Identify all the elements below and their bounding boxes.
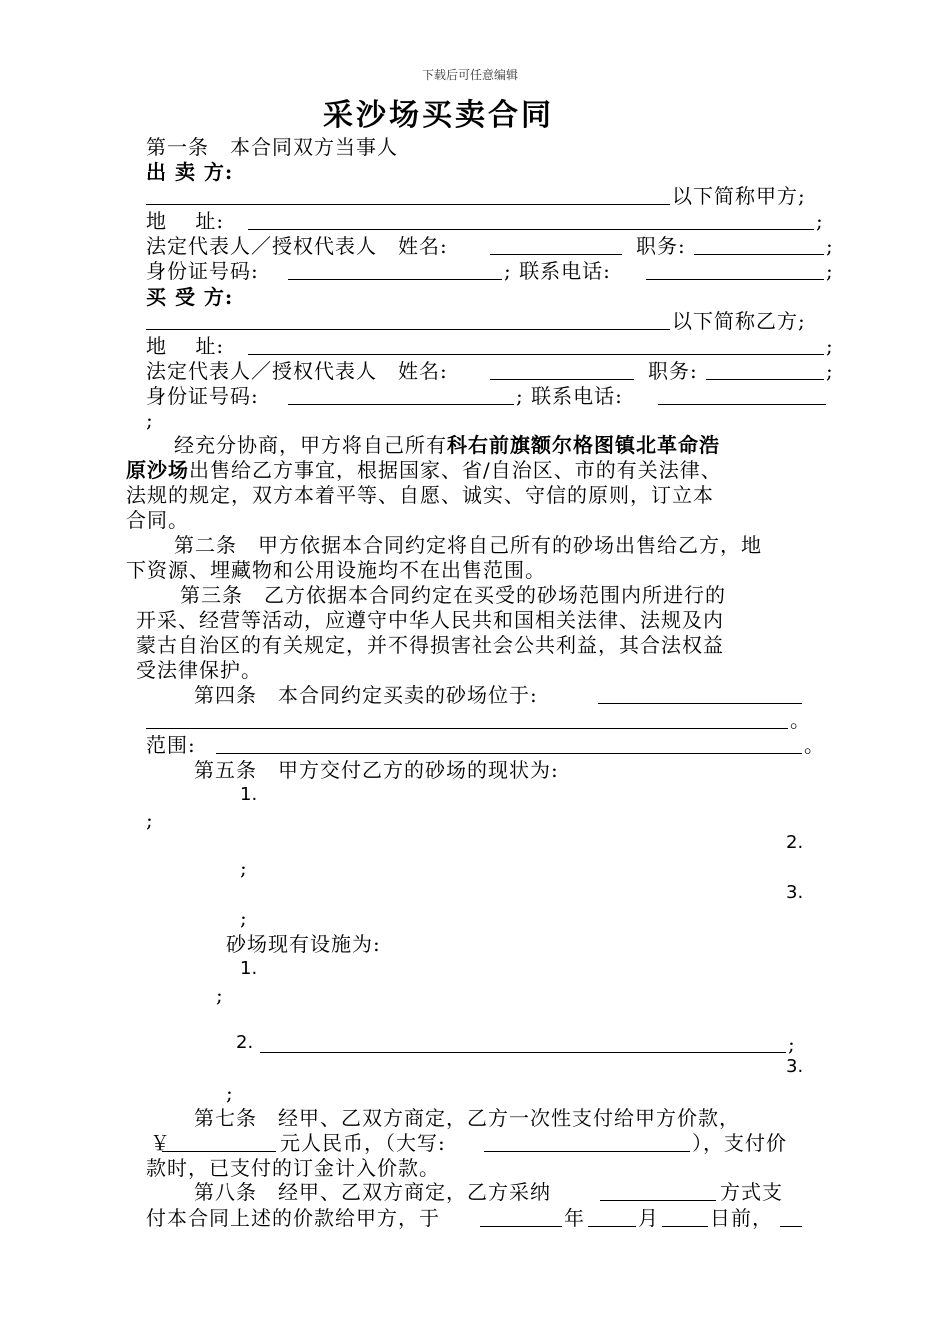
header-note: 下载后可任意编辑 (422, 68, 519, 82)
art2-line-2: 下资源、埋藏物和公用设施均不在出售范围。 (126, 558, 546, 582)
intro-line-2 (126, 458, 722, 482)
seller-alias: 以下简称甲方; (672, 184, 806, 208)
scope-label: 范围: (146, 733, 196, 757)
intro-line-3: 法规的规定，双方本着平等、自愿、诚实、守信的原则，订立本 (126, 483, 714, 507)
art8-line-1: 第八条 经甲、乙双方商定，乙方采纳 (194, 1180, 551, 1204)
seller-name-blank[interactable] (146, 204, 670, 205)
status-item-2-end: ; (240, 856, 248, 880)
sandfield-name-end: 原沙场 (126, 458, 189, 482)
facility-item-1: 1. (240, 958, 258, 979)
buyer-rep-name-blank[interactable] (490, 379, 634, 380)
seller-phone-label: ; 联系电话: (504, 259, 611, 283)
day-blank[interactable] (662, 1226, 708, 1227)
price-blank[interactable] (162, 1151, 276, 1152)
seller-address-blank[interactable] (248, 229, 814, 230)
art3-line-3: 蒙古自治区的有关规定，并不得损害社会公共利益，其合法权益 (136, 633, 724, 657)
seller-address-end: ; (816, 209, 824, 233)
location-blank-1[interactable] (598, 703, 802, 704)
year-blank[interactable] (480, 1226, 562, 1227)
year-label: 年 (564, 1206, 585, 1230)
seller-position-blank[interactable] (694, 254, 824, 255)
buyer-name-blank[interactable] (146, 329, 670, 330)
day-label: 日前， (710, 1206, 773, 1230)
currency-symbol: ￥ (150, 1131, 171, 1155)
status-item-1: 1. (240, 784, 258, 805)
seller-position-label: 职务: (636, 234, 686, 258)
facility-item-3: 3. (786, 1056, 804, 1077)
buyer-id-label: 身份证号码: (146, 384, 259, 408)
seller-id-blank[interactable] (288, 279, 502, 280)
art5-heading: 第五条 甲方交付乙方的砂场的现状为: (194, 758, 559, 782)
trailing-blank[interactable] (780, 1226, 802, 1227)
buyer-rep-end: ; (826, 359, 834, 383)
facility-item-3-end: ; (226, 1081, 234, 1105)
status-item-3-end: ; (240, 906, 248, 930)
intro-line-4: 合同。 (126, 508, 189, 532)
status-item-1-end: ; (146, 808, 154, 832)
buyer-position-label: 职务: (648, 359, 698, 383)
seller-address-label: 地 址: (146, 209, 225, 233)
scope-blank[interactable] (216, 753, 802, 754)
art1-heading: 第一条 本合同双方当事人 (146, 135, 398, 159)
location-blank-2[interactable] (146, 728, 788, 729)
art8-line-2: 付本合同上述的价款给甲方，于 (146, 1206, 440, 1230)
facility-item-1-end: ; (216, 983, 224, 1007)
art7-line-3: 款时，已支付的订金计入价款。 (146, 1156, 440, 1180)
seller-phone-blank[interactable] (646, 279, 824, 280)
sandfield-name: 科右前旗额尔格图镇北革命浩 (447, 433, 720, 457)
price-unit: 元人民币，（大写: (280, 1131, 446, 1155)
facility-item-2-blank[interactable] (260, 1052, 786, 1053)
buyer-phone-label: ; 联系电话: (516, 384, 623, 408)
art7-line-1: 第七条 经甲、乙双方商定，乙方一次性支付给甲方价款， (194, 1106, 740, 1130)
intro-text: 出售给乙方事宜，根据国家、省/自治区、市的有关法律、 (189, 458, 722, 482)
buyer-position-blank[interactable] (706, 379, 824, 380)
payment-method-blank[interactable] (600, 1200, 716, 1201)
buyer-id-blank[interactable] (288, 404, 514, 405)
facility-item-2: 2. (236, 1032, 254, 1053)
intro-line-1 (174, 433, 720, 457)
status-item-3: 3. (786, 882, 804, 903)
seller-id-label: 身份证号码: (146, 259, 259, 283)
scope-end: 。 (804, 733, 825, 757)
seller-label: 出 卖 方: (146, 160, 234, 184)
price-uppercase-blank[interactable] (484, 1151, 690, 1152)
seller-phone-end: ; (826, 259, 834, 283)
buyer-address-end: ; (826, 334, 834, 358)
buyer-rep-label: 法定代表人／授权代表人 姓名: (146, 359, 448, 383)
art4-line-1: 第四条 本合同约定买卖的砂场位于: (194, 683, 538, 707)
buyer-address-label: 地 址: (146, 334, 225, 358)
buyer-phone-blank[interactable] (658, 404, 826, 405)
seller-rep-name-blank[interactable] (490, 254, 622, 255)
status-item-2: 2. (786, 832, 804, 853)
document-title: 采沙场买卖合同 (323, 98, 554, 133)
price-after: ），支付价 (692, 1131, 787, 1155)
art3-line-2: 开采、经营等活动，应遵守中华人民共和国相关法律、法规及内 (136, 608, 724, 632)
intro-text: 经充分协商，甲方将自己所有 (174, 433, 447, 457)
buyer-phone-end: ; (146, 408, 154, 432)
facilities-label: 砂场现有设施为: (226, 932, 381, 956)
seller-rep-label: 法定代表人／授权代表人 姓名: (146, 234, 448, 258)
facility-item-2-end: ; (788, 1032, 796, 1056)
art3-line-4: 受法律保护。 (136, 658, 262, 682)
location-end: 。 (790, 708, 811, 732)
buyer-alias: 以下简称乙方; (672, 309, 806, 333)
month-blank[interactable] (588, 1226, 636, 1227)
buyer-label: 买 受 方: (146, 285, 234, 309)
art3-line-1: 第三条 乙方依据本合同约定在买受的砂场范围内所进行的 (180, 583, 726, 607)
month-label: 月 (638, 1206, 659, 1230)
seller-rep-end: ; (826, 234, 834, 258)
buyer-address-blank[interactable] (248, 354, 824, 355)
art8-line-1-end: 方式支 (720, 1180, 783, 1204)
art2-line-1: 第二条 甲方依据本合同约定将自己所有的砂场出售给乙方，地 (174, 533, 762, 557)
